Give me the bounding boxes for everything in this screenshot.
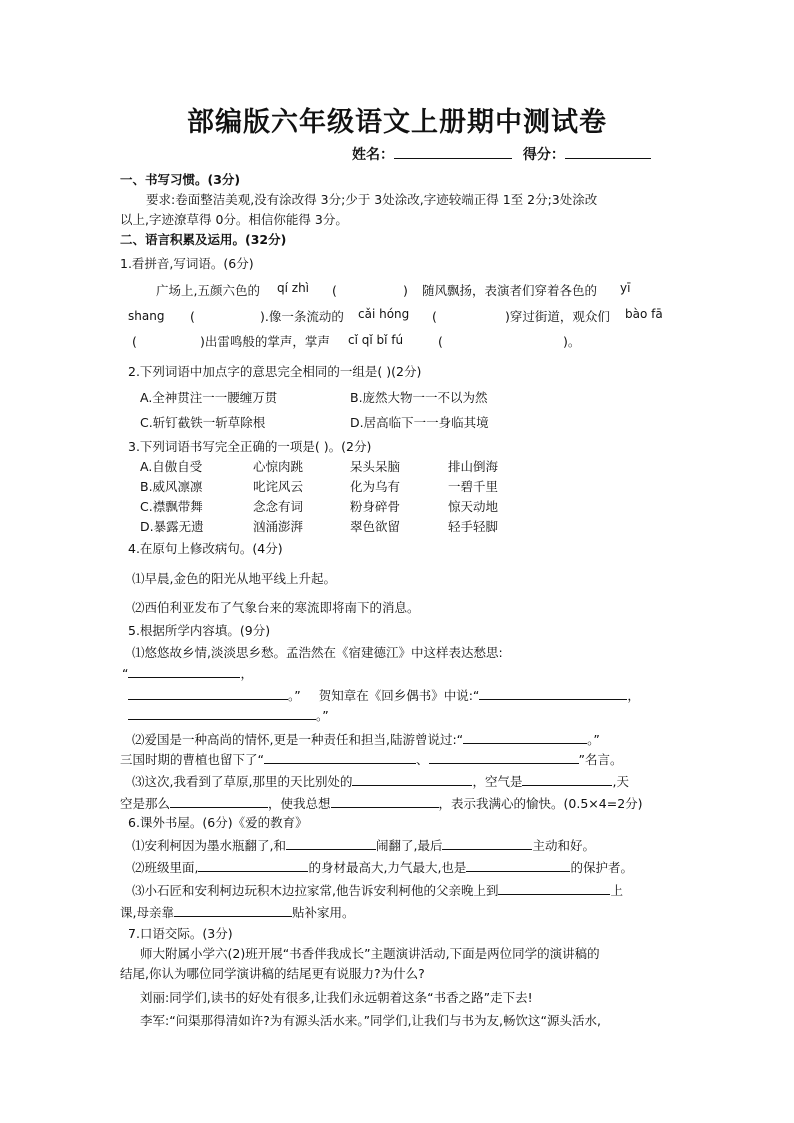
q4-label: 4.在原句上修改病句。(4分) (128, 541, 283, 556)
q2-option-c: C.斩钉截铁一斩草除根 (140, 415, 266, 430)
q3-a-2: 心惊肉跳 (253, 459, 304, 474)
q6-a1: ⑴安利柯因为墨水瓶翻了,和 (132, 838, 286, 853)
q5-comma-1: ， (240, 666, 253, 681)
q3-a-3: 呆头呆脑 (350, 459, 401, 474)
q1-pinyin-1: qí zhì (277, 281, 310, 295)
q4-sentence-1: ⑴早晨,金色的阳光从地平线上升起。 (132, 571, 336, 586)
q5-part3c: ,天 (612, 774, 629, 789)
q5-quote-line2 (128, 687, 640, 704)
q5-quote-line1 (122, 665, 253, 682)
q1-line3-text-b: )。 (563, 334, 581, 349)
q1-pinyin-5: cǐ qǐ bǐ fú (348, 333, 404, 347)
q6-b1: ⑵班级里面, (132, 860, 199, 875)
q3-d-4: 轻手轻脚 (448, 519, 499, 534)
q5-label: 5.根据所学内容填。(9分) (128, 623, 271, 638)
q6-item-3-line2 (120, 904, 355, 921)
page-title: 部编版六年级语文上册期中测试卷 (187, 107, 607, 138)
q6-blank-4[interactable] (466, 859, 570, 872)
q1-pinyin-2: yī (620, 281, 631, 295)
q5-part2-line2 (120, 751, 622, 768)
q1-pinyin-4: bào fā (625, 307, 663, 321)
q6-a3: 主动和好。 (532, 838, 595, 853)
q5-part1: ⑴悠悠故乡情,淡淡思乡愁。孟浩然在《宿建德江》中这样表达愁思: (132, 645, 503, 660)
q3-c-4: 惊天动地 (448, 499, 499, 514)
q2-option-a: A.全神贯注一一腰缠万贯 (140, 390, 278, 405)
q1-line2-text-b: )穿过街道，观众们 (505, 309, 610, 324)
q5-end-quote-3: 。” (587, 732, 600, 747)
score-field[interactable] (565, 146, 651, 159)
q5-part2c: ”名言。 (578, 752, 623, 767)
q6-b3: 的保护者。 (570, 860, 633, 875)
q3-b-2: 叱诧风云 (253, 479, 304, 494)
q7-liuli: 刘丽:同学们,读书的好处有很多,让我们永远朝着这条“书香之路”走下去! (140, 990, 533, 1005)
name-label: 姓名： (352, 147, 394, 163)
q7-label: 7.口语交际。(3分) (128, 926, 233, 941)
q5-part3-line2 (120, 795, 643, 812)
q1-open-4: ( (132, 334, 137, 349)
q5-quote-line3 (128, 707, 329, 724)
q5-quote-open: “ (122, 666, 129, 681)
q1-open-3: ( (432, 309, 437, 324)
q1-line1-text: 广场上,五颜六色的 (156, 283, 260, 298)
q6-item-2 (132, 859, 633, 876)
name-score-line (352, 146, 651, 163)
q5-sep: 、 (415, 752, 429, 767)
q3-a-1: A.自傲自受 (140, 459, 203, 474)
q5-part3e: ，使我总想 (268, 796, 331, 811)
q3-d-2: 汹涌澎湃 (253, 519, 304, 534)
q1-open-1: ( (332, 283, 337, 298)
q6-blank-3[interactable] (198, 859, 308, 872)
q5-end-quote-2: 。” (316, 708, 329, 723)
q5-blank-4[interactable] (128, 707, 316, 720)
q5-blank-6[interactable] (264, 751, 416, 764)
q6-a2: 闹翻了,最后 (375, 838, 443, 853)
score-label: 得分： (522, 147, 565, 163)
q6-label: 6.课外书屋。(6分)《爱的教育》 (128, 815, 308, 830)
q1-line2-text: ).像一条流动的 (260, 309, 344, 324)
q5-blank-1[interactable] (128, 665, 240, 678)
q7-text-2: 结尾,你认为哪位同学演讲稿的结尾更有说服力?为什么? (120, 966, 425, 981)
section-1-req-line1: 要求:卷面整洁美观,没有涂改得 3分;少于 3处涂改,字迹较端正得 1至 2分;3处涂改 (146, 192, 598, 207)
q6-b2: 的身材最高大,力气最大,也是 (308, 860, 467, 875)
q6-c3: 课,母亲靠 (120, 905, 174, 920)
q6-blank-2[interactable] (442, 837, 532, 850)
section-2-heading: 二、语言积累及运用。(32分) (120, 232, 287, 247)
q6-c1: ⑶小石匠和安利柯边玩积木边拉家常,他告诉安利柯他的父亲晚上到 (132, 883, 499, 898)
q3-d-3: 翠色欲留 (350, 519, 401, 534)
q7-text-1: 师大附属小学六(2)班开展“书香伴我成长”主题演讲活动,下面是两位同学的演讲稿的 (140, 946, 600, 961)
q3-a-4: 排山倒海 (448, 459, 499, 474)
q5-blank-8[interactable] (352, 773, 472, 786)
q6-c4: 贴补家用。 (291, 905, 355, 920)
q1-open-5: ( (438, 334, 443, 349)
section-1-heading: 一、书写习惯。(3分) (120, 172, 241, 187)
q5-blank-7[interactable] (429, 751, 579, 764)
q5-part3-line1 (132, 773, 629, 790)
q5-part1b: 贺知章在《回乡偶书》中说:“ (318, 688, 480, 703)
q5-end-quote-1: 。” (288, 688, 301, 703)
q5-blank-10[interactable] (170, 795, 268, 808)
q3-c-3: 粉身碎骨 (350, 499, 401, 514)
q6-item-3-line1 (132, 882, 623, 899)
q3-c-2: 念念有词 (253, 499, 304, 514)
q6-item-1 (132, 837, 595, 854)
q6-blank-5[interactable] (498, 882, 610, 895)
q5-part2: ⑵爱国是一种高尚的情怀,更是一种责任和担当,陆游曾说过:“ (132, 732, 464, 747)
q1-label: 1.看拼音,写词语。(6分) (120, 256, 254, 271)
q5-part2b: 三国时期的曹植也留下了“ (120, 752, 264, 767)
q3-b-1: B.威风凛凛 (140, 479, 203, 494)
q1-line1-text-b: 随风飘扬，表演者们穿着各色的 (422, 283, 598, 298)
q3-b-4: 一碧千里 (448, 479, 499, 494)
q7-lijun: 李军:“问渠那得清如许?为有源头活水来。”同学们,让我们与书为友,畅饮这“源头活水, (140, 1013, 601, 1028)
q2-option-b: B.庞然大物一一不以为然 (350, 390, 488, 405)
q5-blank-2[interactable] (128, 687, 288, 700)
q2-label: 2.下列词语中加点字的意思完全相同的一组是( )(2分) (128, 364, 422, 379)
q1-line3-text: )出雷鸣般的掌声，掌声 (200, 334, 330, 349)
q5-part3d: 空是那么 (120, 796, 171, 811)
q5-part3b: ，空气是 (472, 774, 523, 789)
q5-part3a: ⑶这次,我看到了草原,那里的天比别处的 (132, 774, 353, 789)
section-1-req-line2: 以上,字迹潦草得 0分。相信你能得 3分。 (120, 212, 348, 227)
q3-d-1: D.暴露无遗 (140, 519, 204, 534)
q3-c-1: C.襟飘带舞 (140, 499, 203, 514)
q5-blank-3[interactable] (479, 687, 627, 700)
q5-blank-5[interactable] (463, 731, 587, 744)
q3-b-3: 化为乌有 (350, 479, 401, 494)
q1-pinyin-2b: shang (128, 309, 165, 323)
q5-blank-9[interactable] (522, 773, 612, 786)
q5-blank-11[interactable] (331, 795, 439, 808)
q5-part3f: ，表示我满心的愉快。(0.5×4=2分) (438, 796, 643, 811)
q1-pinyin-3: cǎi hóng (358, 307, 410, 321)
q2-option-d: D.居高临下一一身临其境 (350, 415, 489, 430)
q3-label: 3.下列词语书写完全正确的一项是( )。(2分) (128, 439, 372, 454)
q1-open-2: ( (190, 309, 195, 324)
q6-c2: 上 (610, 883, 623, 898)
q6-blank-6[interactable] (174, 904, 292, 917)
q5-comma-2: ， (627, 688, 640, 703)
q4-sentence-2: ⑵西伯利亚发布了气象台来的寒流即将南下的消息。 (132, 600, 420, 615)
q5-part2-line1 (132, 731, 600, 748)
q6-blank-1[interactable] (286, 837, 376, 850)
q1-close-1: ) (403, 283, 408, 298)
name-field[interactable] (394, 146, 512, 159)
